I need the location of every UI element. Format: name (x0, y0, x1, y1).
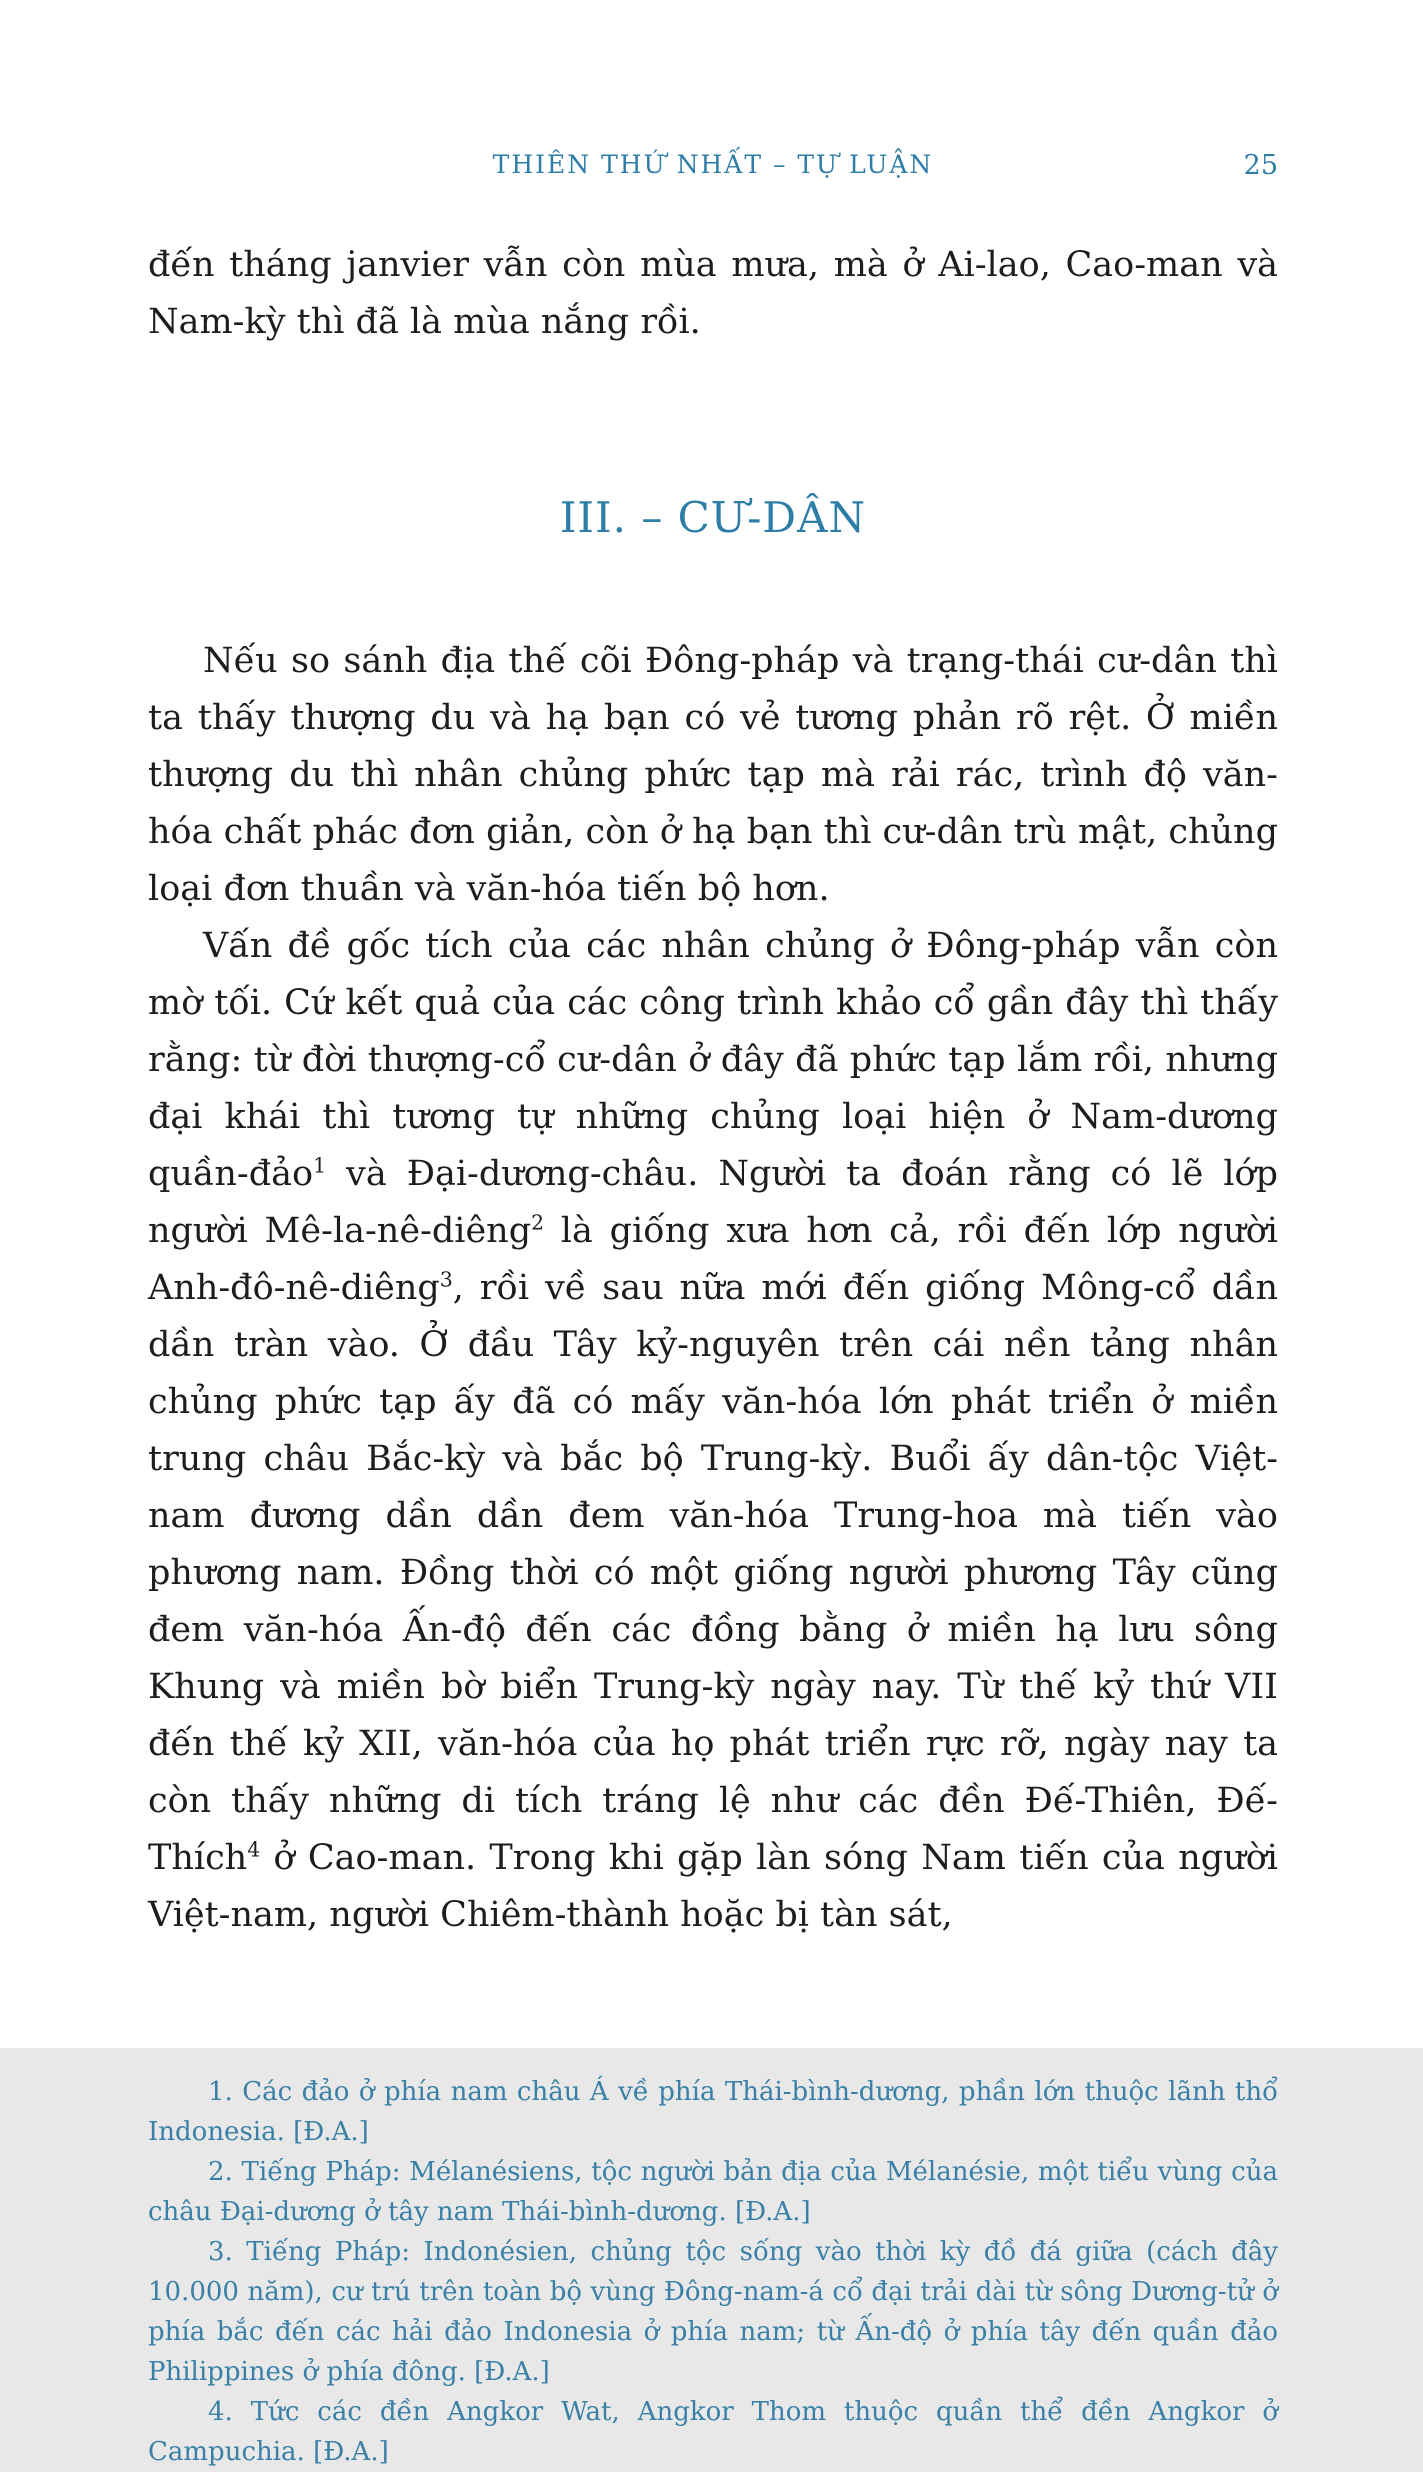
section-heading: III. – CƯ-DÂN (559, 493, 867, 542)
footnote-ref-4: 4 (247, 1837, 261, 1862)
running-head-title: THIÊN THỨ NHẤT – TỰ LUẬN (492, 150, 934, 179)
paragraph: Nếu so sánh địa thế cõi Đông-pháp và trạng-thái cư-dân thì ta thấy thượng du và hạ bạn có vẻ tương phản rõ rệt. Ở miền thượng du thì nhân chủng phức tạp mà rải rác, trình độ văn-hóa chất phác đơn giản, còn ở hạ bạn thì cư-dân trù mật, chủng loại đơn thuần và văn-hóa tiến bộ hơn. (148, 641, 1278, 909)
footnote-4: 4. Tức các đền Angkor Wat, Angkor Thom thuộc quần thể đền Angkor ở Campuchia. [Đ.A.] (148, 2397, 1278, 2467)
continuation-paragraph: đến tháng janvier vẫn còn mùa mưa, mà ở Ai-lao, Cao-man và Nam-kỳ thì đã là mùa nắng rồi. (148, 245, 1278, 342)
paragraph: Vấn đề gốc tích của các nhân chủng ở Đông-pháp vẫn còn mờ tối. Cứ kết quả của các công trình khảo cổ gần đây thì thấy rằng: từ đời thượng-cổ cư-dân ở đây đã phức tạp lắm rồi, nhưng đại khái thì tương tự những chủng loại hiện ở Nam-dương quần-đảo$^1$ và Đại-dương-châu. Người ta đoán rằng có lẽ lớp người Mê-la-nê-diêng$^2$ là giống xưa hơn cả, rồi đến lớp người Anh-đô-nê-diêng$^3$, rồi về sau nữa mới đến giống Mông-cổ dần dần tràn vào. Ở đầu Tây kỷ-nguyên trên cái nền tảng nhân chủng phức tạp ấy đã có mấy văn-hóa lớn phát triển ở miền trung châu Bắc-kỳ và bắc bộ Trung-kỳ. Buổi ấy dân-tộc Việt-nam đương dần dần đem văn-hóa Trung-hoa mà tiến vào phương nam. Đồng thời có một giống người phương Tây cũng đem văn-hóa Ấn-độ đến các đồng bằng ở miền hạ lưu sông Khung và miền bờ biển Trung-kỳ ngày nay. Từ thế kỷ thứ VII đến thế kỷ XII, văn-hóa của họ phát triển rực rỡ, ngày nay ta còn thấy những di tích tráng lệ như các đền Đế-Thiên, Đế-Thích$^4$ ở Cao-man. Trong khi gặp làn sóng Nam tiến của người Việt-nam, người Chiêm-thành hoặc bị tàn sát, (148, 926, 1278, 1935)
body-text (148, 237, 1278, 1944)
page-number: 25 (1243, 150, 1278, 181)
footnote-ref-1: 1 (313, 1153, 327, 1178)
footnote-2: 2. Tiếng Pháp: Mélanésiens, tộc người bản địa của Mélanésie, một tiểu vùng của châu Đại-dương ở tây nam Thái-bình-dương. [Đ.A.] (148, 2157, 1278, 2227)
footnote-ref-2: 2 (531, 1210, 545, 1235)
footnote-3: 3. Tiếng Pháp: Indonésien, chủng tộc sống vào thời kỳ đồ đá giữa (cách đây 10.000 năm), cư trú trên toàn bộ vùng Đông-nam-á cổ đại trải dài từ sông Dương-tử ở phía bắc đến các hải đảo Indonesia ở phía nam; từ Ấn-độ ở phía tây đến quần đảo Philippines ở phía đông. [Đ.A.] (148, 2237, 1278, 2387)
running-head (148, 150, 1278, 181)
footnotes-section (148, 2072, 1278, 2472)
footnote-ref-3: 3 (439, 1267, 453, 1292)
footnote-1: 1. Các đảo ở phía nam châu Á về phía Thái-bình-dương, phần lớn thuộc lãnh thổ Indonesia. [Đ.A.] (148, 2077, 1278, 2147)
